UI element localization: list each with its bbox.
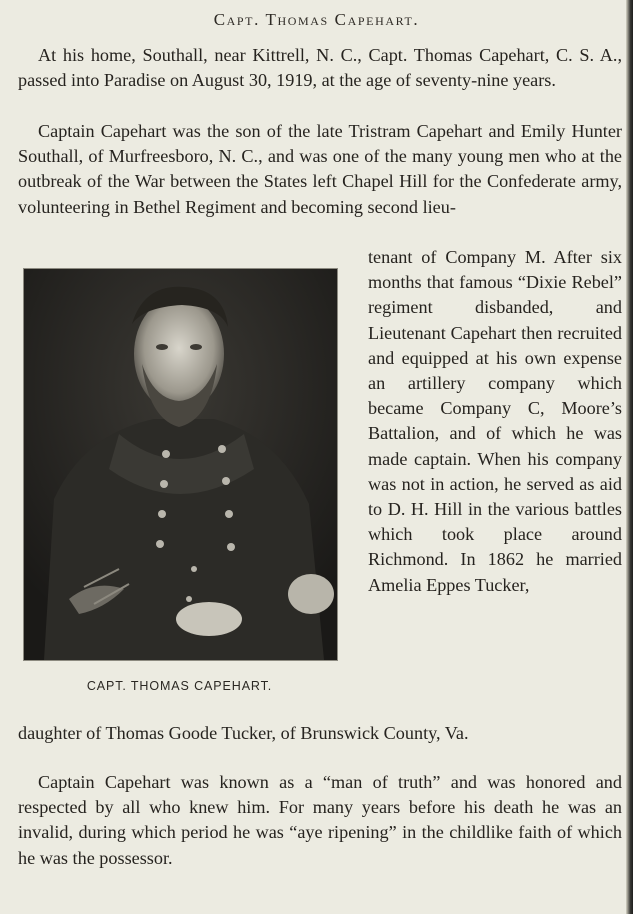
paragraph-character: Captain Capehart was known as a “man of truth” and was honored and respected by all who knew him. For many years before his death he was an invalid, during which period he was “aye ripening” in the childlike faith of which he was the possessor. bbox=[18, 772, 622, 868]
paragraph-biography-end: daughter of Thomas Goode Tucker, of Brunswick County, Va. bbox=[18, 723, 469, 743]
article-heading: Capt. Thomas Capehart. bbox=[213, 10, 420, 29]
portrait-image bbox=[24, 269, 337, 660]
paragraph-obituary-intro: At his home, Southall, near Kittrell, N. C., Capt. Thomas Capehart, C. S. A., passed into Paradise on August 30, 1919, at the age of seventy-nine years. bbox=[18, 45, 622, 91]
paragraph-biography-column: tenant of Company M. After six months that famous “Dixie Rebel” regiment disbanded, and Lieutenant Capehart then recruited and equipped at his own expense an artillery company which became Company C, Moore’s Battalion, and of which he was made captain. When his company was not in action, he served as aid to D. H. Hill in the various battles which took place around Richmond. In 1862 he married Amelia Eppes Tucker, bbox=[368, 247, 622, 595]
portrait-caption: CAPT. THOMAS CAPEHART. bbox=[86, 679, 273, 693]
page-binding-edge bbox=[626, 0, 633, 914]
paragraph-biography: Captain Capehart was the son of the late Tristram Capehart and Emily Hunter Southall, of Murfreesboro, N. C., and was one of the many young men who at the outbreak of the War between the States left Chapel Hill for the Confederate army, volunteering in Bethel Regiment and becoming second lieu- bbox=[18, 121, 622, 217]
portrait-photograph bbox=[23, 268, 338, 661]
